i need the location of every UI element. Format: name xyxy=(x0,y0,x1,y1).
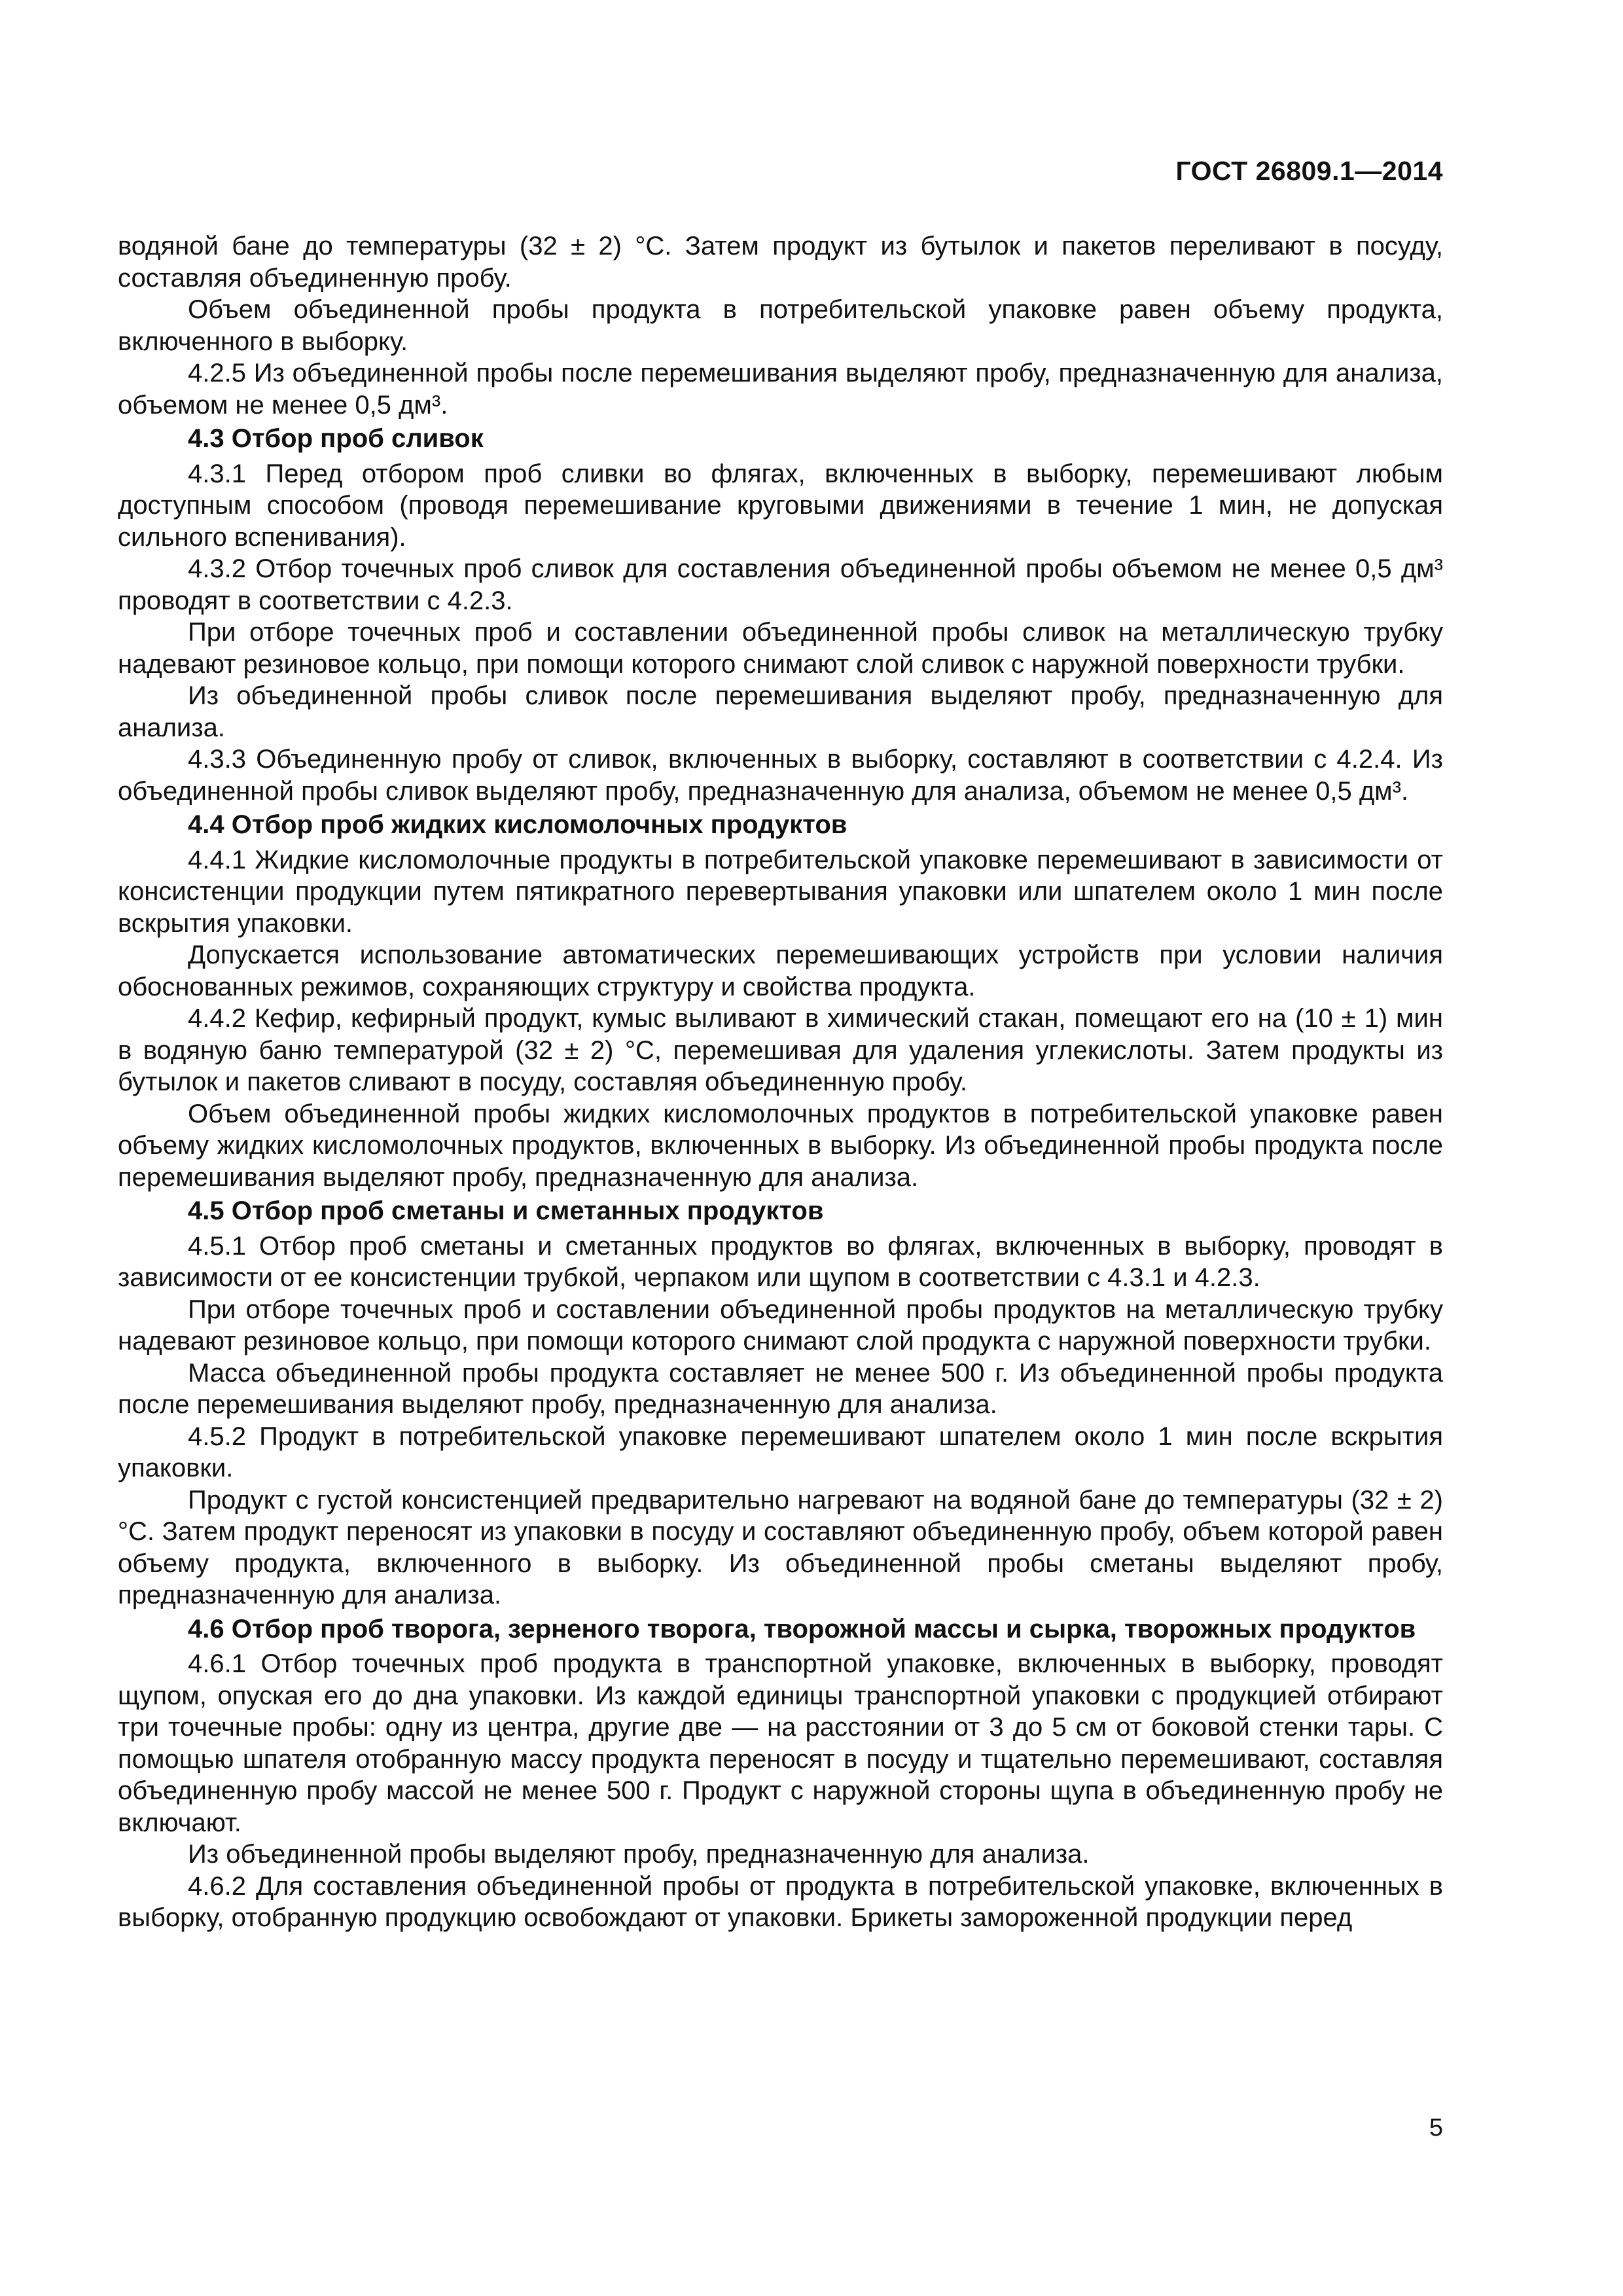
paragraph: Продукт с густой консистенцией предварительно нагревают на водяной бане до температуры (32 ± 2) °С. Затем продукт переносят из упаковки в посуду и составляют объединенную пробу, объем которой равен объему продукта, включенного в выборку. Из объединенной пробы сметаны выделяют пробу, предназначенную для анализа. xyxy=(118,1485,1443,1609)
standard-code-header: ГОСТ 26809.1—2014 xyxy=(1175,156,1443,186)
paragraph: 4.4.2 Кефир, кефирный продукт, кумыс выливают в химический стакан, помещают его на (10 ± 1) мин в водяную баню температурой (32 ± 2) °С, перемешивая для удаления углекислоты. Затем продукты из бутылок и пакетов сливают в посуду, составляя объединенную пробу. xyxy=(118,1004,1443,1096)
paragraph: При отборе точечных проб и составлении объединенной пробы продуктов на металлическую трубку надевают резиновое кольцо, при помощи которого снимают слой продукта с наружной поверхности трубки. xyxy=(118,1295,1443,1355)
paragraph: Из объединенной пробы выделяют пробу, предназначенную для анализа. xyxy=(188,1840,1090,1869)
paragraph: 4.3.3 Объединенную пробу от сливок, включенных в выборку, составляют в соответствии с 4.2.4. Из объединенной пробы сливок выделяют пробу, предназначенную для анализа, объемом не менее 0,5 дм³. xyxy=(118,745,1443,806)
section-heading-4-4: 4.4 Отбор проб жидких кисломолочных продуктов xyxy=(188,810,847,839)
paragraph: При отборе точечных проб и составлении объединенной пробы сливок на металлическую трубку надевают резиновое кольцо, при помощи которого снимают слой сливок с наружной поверхности трубки. xyxy=(118,618,1443,679)
paragraph: Объем объединенной пробы продукта в потребительской упаковке равен объему продукта, включенного в выборку. xyxy=(118,295,1443,356)
paragraph: 4.6.1 Отбор точечных проб продукта в транспортной упаковке, включенных в выборку, проводят щупом, опуская его до дна упаковки. Из каждой единицы транспортной упаковки с продукцией отбирают три точечные пробы: одну из центра, другие две — на расстоянии от 3 до 5 см от боковой стенки тары. С помощью шпателя отобранную массу продукта переносят в посуду и тщательно перемешивают, составляя объединенную пробу массой не менее 500 г. Продукт с наружной стороны щупа в объединенную пробу не включают. xyxy=(118,1649,1443,1837)
page-number: 5 xyxy=(1429,2114,1443,2142)
section-heading-4-3: 4.3 Отбор проб сливок xyxy=(188,424,484,453)
paragraph: 4.5.2 Продукт в потребительской упаковке перемешивают шпателем около 1 мин после вскрытия упаковки. xyxy=(118,1422,1443,1482)
paragraph: 4.4.1 Жидкие кисломолочные продукты в потребительской упаковке перемешивают в зависимости от консистенции продукции путем пятикратного перевертывания упаковки или шпателем около 1 мин после вскрытия упаковки. xyxy=(118,845,1443,938)
paragraph: 4.6.2 Для составления объединенной пробы от продукта в потребительской упаковке, включенных в выборку, отобранную продукцию освобождают от упаковки. Брикеты замороженной продукции перед xyxy=(118,1871,1443,1932)
section-heading-4-5: 4.5 Отбор проб сметаны и сметанных продуктов xyxy=(188,1196,824,1225)
paragraph: 4.3.2 Отбор точечных проб сливок для составления объединенной пробы объемом не менее 0,5 дм³ проводят в соответствии с 4.2.3. xyxy=(118,554,1443,615)
document-body xyxy=(118,230,1443,1934)
paragraph: Объем объединенной пробы жидких кисломолочных продуктов в потребительской упаковке равен объему жидких кисломолочных продуктов, включенных в выборку. Из объединенной пробы продукта после перемешивания выделяют пробу, предназначенную для анализа. xyxy=(118,1099,1443,1192)
section-heading-4-6: 4.6 Отбор проб творога, зерненого творога, творожной массы и сырка, творожных продуктов xyxy=(188,1614,1416,1643)
paragraph: Масса объединенной пробы продукта составляет не менее 500 г. Из объединенной пробы продукта после перемешивания выделяют пробу, предназначенную для анализа. xyxy=(118,1358,1443,1419)
paragraph: водяной бане до температуры (32 ± 2) °С. Затем продукт из бутылок и пакетов переливают в посуду, составляя объединенную пробу. xyxy=(118,232,1443,293)
paragraph: Допускается использование автоматических перемешивающих устройств при условии наличия обоснованных режимов, сохраняющих структуру и свойства продукта. xyxy=(118,941,1443,1001)
paragraph: 4.5.1 Отбор проб сметаны и сметанных продуктов во флягах, включенных в выборку, проводят в зависимости от ее консистенции трубкой, черпаком или щупом в соответствии с 4.3.1 и 4.2.3. xyxy=(118,1231,1443,1292)
paragraph: Из объединенной пробы сливок после перемешивания выделяют пробу, предназначенную для анализа. xyxy=(118,681,1443,742)
paragraph: 4.3.1 Перед отбором проб сливки во флягах, включенных в выборку, перемешивают любым доступным способом (проводя перемешивание круговыми движениями в течение 1 мин, не допуская сильного вспенивания). xyxy=(118,459,1443,552)
paragraph: 4.2.5 Из объединенной пробы после перемешивания выделяют пробу, предназначенную для анализа, объемом не менее 0,5 дм³. xyxy=(118,359,1443,420)
